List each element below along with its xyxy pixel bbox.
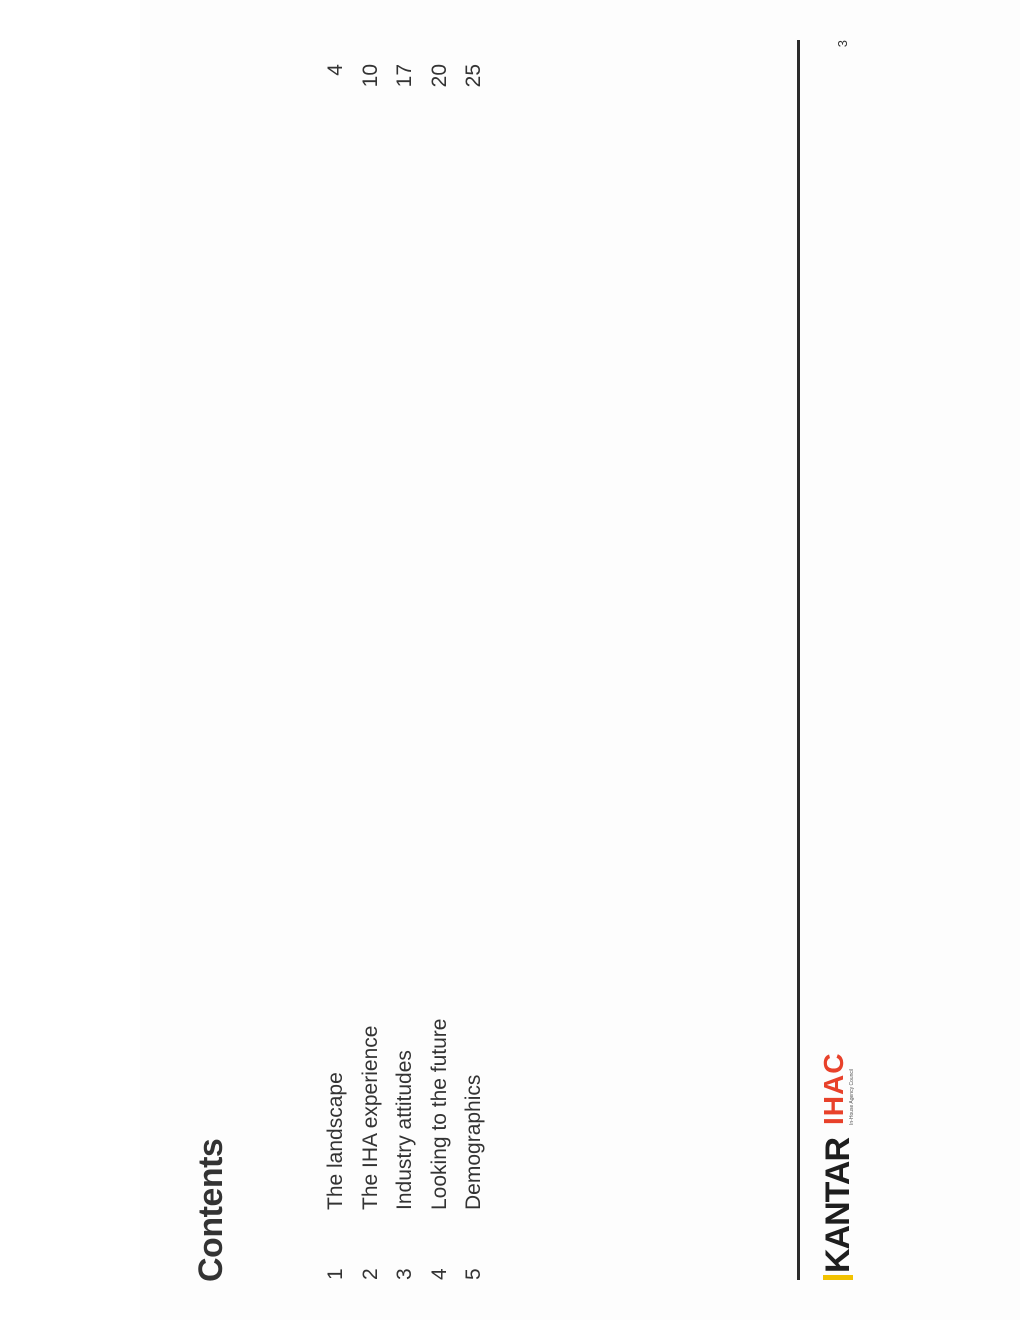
toc-page-number: 10 xyxy=(358,64,382,88)
toc-page-number: 4 xyxy=(324,64,347,76)
toc-number: 1 xyxy=(324,1268,347,1280)
toc-number: 4 xyxy=(427,1268,451,1280)
toc-number: 3 xyxy=(393,1268,416,1280)
ihac-logo-mark: IHAC xyxy=(818,1052,849,1125)
toc-label: Demographics xyxy=(462,1074,485,1210)
toc-page-number: 20 xyxy=(427,64,451,88)
toc-label: Industry attitudes xyxy=(393,1050,416,1210)
toc-page-number: 17 xyxy=(393,64,416,88)
kantar-accent-bar xyxy=(823,1275,853,1280)
toc-number: 2 xyxy=(358,1268,382,1280)
toc-row[interactable] xyxy=(355,40,390,1280)
toc-row[interactable] xyxy=(320,40,355,1280)
ihac-logo xyxy=(820,1045,860,1125)
slide xyxy=(140,0,1020,1320)
left-margin xyxy=(0,0,140,1320)
table-of-contents xyxy=(320,40,493,1280)
toc-number: 5 xyxy=(462,1268,485,1280)
toc-label: The IHA experience xyxy=(358,1025,382,1210)
toc-row[interactable] xyxy=(458,40,493,1280)
kantar-logo-text: KANTAR xyxy=(818,1137,857,1273)
toc-row[interactable] xyxy=(424,40,459,1280)
ihac-logo-subtitle: In-House Agency Council xyxy=(849,1068,855,1125)
footer-divider xyxy=(797,40,800,1280)
toc-row[interactable] xyxy=(389,40,424,1280)
kantar-logo xyxy=(820,1138,856,1280)
page-number: 3 xyxy=(835,40,850,48)
toc-label: Looking to the future xyxy=(427,1018,451,1210)
toc-label: The landscape xyxy=(324,1072,347,1210)
page-title: Contents xyxy=(192,1138,230,1282)
toc-page-number: 25 xyxy=(462,64,485,88)
